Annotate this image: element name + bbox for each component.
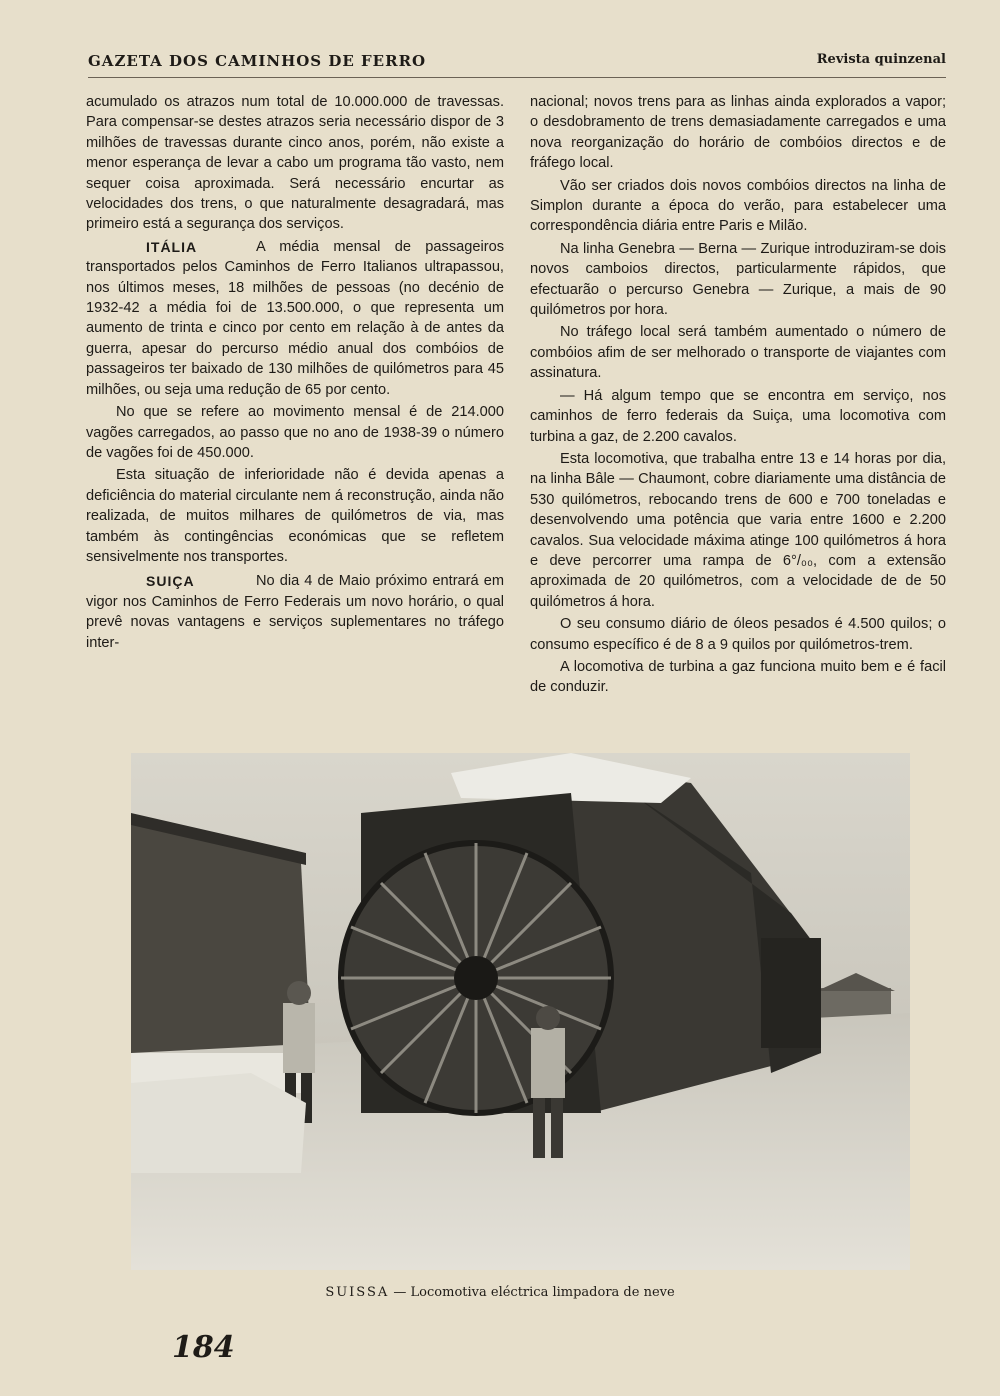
caption-text: — Locomotiva eléctrica limpadora de neve bbox=[389, 1285, 675, 1300]
paragraph: No dia 4 de Maio próximo entrará em vigor nos Caminhos de Ferro Federais um novo horário, o qual prevê novas vantagens e serviços suplementares no tráfego inter- bbox=[86, 573, 504, 651]
right-column bbox=[530, 92, 946, 700]
paragraph: — Há algum tempo que se encontra em serviço, nos caminhos de ferro federais da Suiça, uma locomotiva com turbina a gaz, de 2.200 cavalos. bbox=[530, 387, 946, 445]
section-heading-suica: SUIÇA bbox=[146, 573, 195, 590]
paragraph: Esta situação de inferioridade não é devida apenas a deficiência do material circulante nem á reconstrução, ainda não realizada, de muitos milhares de quilómetros de via, mas também às contingências económicas que se refletem sensivelmente nos transportes. bbox=[86, 467, 504, 565]
italia-section bbox=[86, 237, 504, 400]
paragraph: A locomotiva de turbina a gaz funciona muito bem e é facil de conduzir. bbox=[530, 658, 946, 696]
paragraph: Vão ser criados dois novos combóios directos na linha de Simplon durante a época do verão, para estabelecer uma correspondência diária entre Paris e Milão. bbox=[530, 177, 946, 235]
paragraph: Na linha Genebra — Berna — Zurique introduziram-se dois novos camboios directos, particularmente rápidos, que efectuarão o percurso Genebra — Zurique, a mais de 90 quilómetros por hora. bbox=[530, 240, 946, 319]
caption-label: SUISSA bbox=[325, 1285, 390, 1300]
paragraph: acumulado os atrazos num total de 10.000.000 de travessas. Para compensar-se destes atrazos seria necessário dispor de 3 milhões de travessas durante cinco anos, porém, não existe a menor esperança de levar a cabo um programa tão vasto, nem sequer coisa aproximada. Será necessário encurtar as velocidades dos trens, o que naturalmente desagradará, mas primeiro está a segurança dos serviços. bbox=[86, 94, 504, 233]
paragraph: No tráfego local será também aumentado o número de combóios afim de ser melhorado o transporte de viajantes com assinatura. bbox=[530, 324, 946, 382]
paragraph: O seu consumo diário de óleos pesados é 4.500 quilos; o consumo específico é de 8 a 9 quilos por quilómetros-trem. bbox=[530, 616, 946, 653]
paragraph: Esta locomotiva, que trabalha entre 13 e 14 horas por dia, na linha Bâle — Chaumont, cobre diariamente uma distância de 530 quilómetros, rebocando trens de 600 e 700 toneladas e desenvolvendo uma potência que varia entre 1600 e 2.200 cavalos. Sua velocidade máxima atinge 100 quilómetros á hora e deve percorrer uma rampa de 6°/₀₀, com a extensão aproximada de 20 quilómetros, com a velocidade de de 50 quilómetros á hora. bbox=[530, 450, 946, 610]
left-column bbox=[86, 92, 504, 655]
section-heading-italia: ITÁLIA bbox=[146, 238, 198, 255]
paragraph: nacional; novos trens para as linhas ainda explorados a vapor; o desdobramento de trens demasiadamente carregados e uma nova reorganização do horário de combóios directos e de fráfego local. bbox=[530, 94, 946, 172]
paragraph: A média mensal de passageiros transportados pelos Caminhos de Ferro Italianos ultrapassou, nos últimos meses, 18 milhões de pessoas (no decénio de 1932-42 a média foi de 13.500.000, o que representa um aumento de trinta e cinco por cento em relação à de antes da guerra, apesar do percurso médio anual dos combóios de passageiros ter baixado de 130 milhões de quilómetros para 45 milhões, ou seja uma redução de 65 por cento. bbox=[86, 238, 504, 398]
snowplow-photo bbox=[131, 753, 910, 1270]
suica-section bbox=[86, 571, 504, 653]
publication-subtitle: Revista quinzenal bbox=[816, 52, 946, 67]
publication-title: GAZETA DOS CAMINHOS DE FERRO bbox=[88, 52, 427, 70]
page-number: 184 bbox=[172, 1330, 235, 1365]
header-rule bbox=[88, 77, 946, 78]
paragraph: No que se refere ao movimento mensal é de 214.000 vagões carregados, ao passo que no ano de 1938-39 o número de vagões foi de 450.000. bbox=[86, 404, 504, 461]
photo-caption bbox=[0, 1285, 1000, 1300]
